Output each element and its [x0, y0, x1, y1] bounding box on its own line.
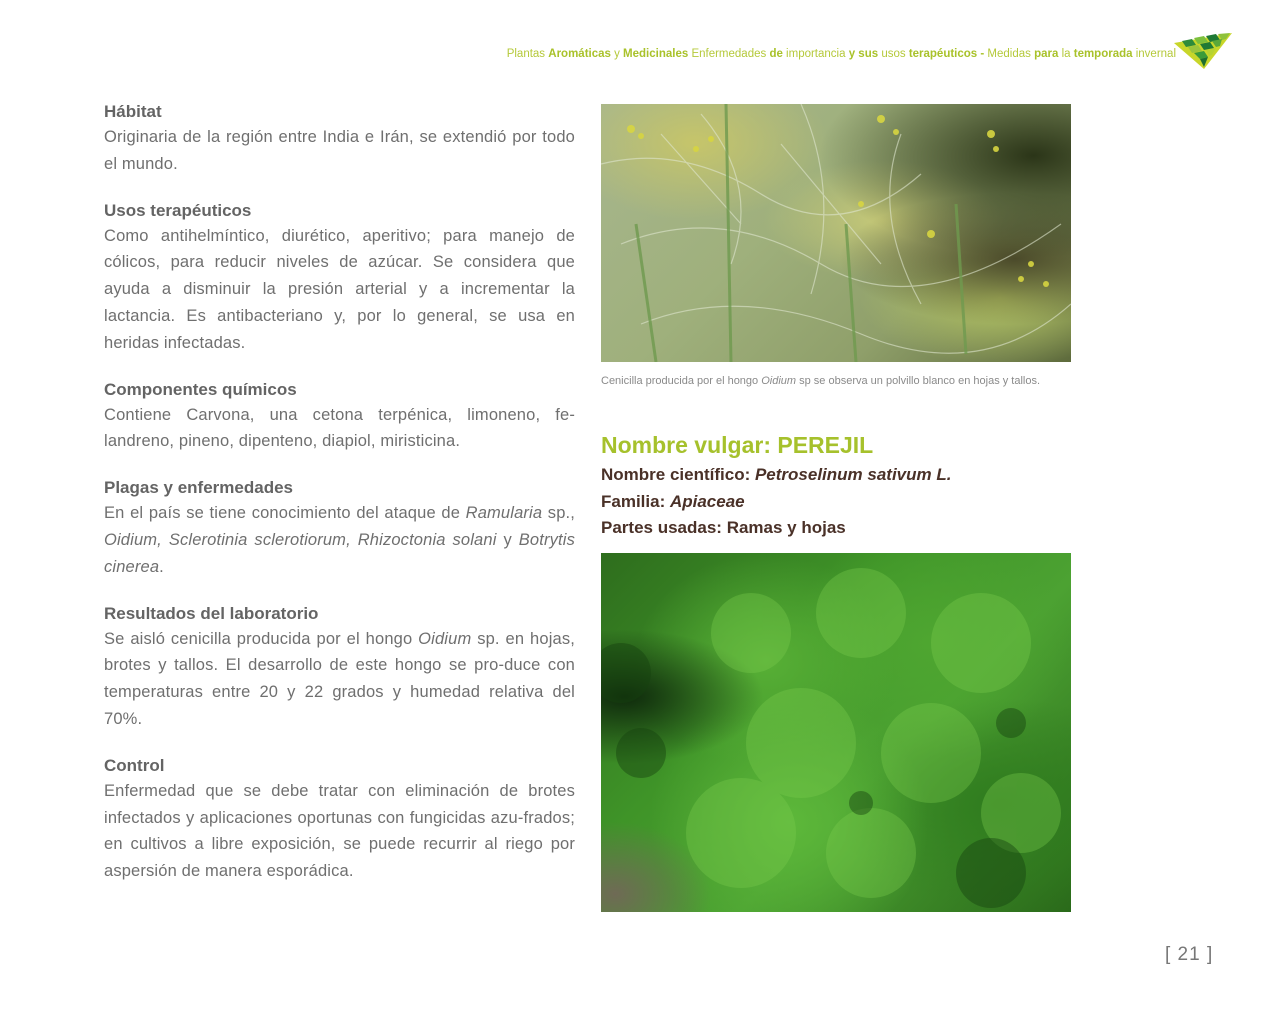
- section-habitat: [104, 100, 575, 178]
- section-heading: Control: [104, 755, 165, 775]
- section-heading: Hábitat: [104, 102, 162, 121]
- scientific-name: Nombre científico: Petroselinum sativum L.: [601, 465, 952, 484]
- section-body: Se aisló cenicilla producida por el hongo Oidium sp. en hojas, brotes y tallos. El desarrollo de este hongo se pro-duce con temperaturas entre 20 y 22 grados y humedad relativa del 70%.: [104, 629, 575, 728]
- section-body: Originaria de la región entre India e Irán, se extendió por todo el mundo.: [104, 128, 575, 173]
- section-heading: Plagas y enfermedades: [104, 478, 293, 498]
- parsley-plant-photo: [601, 553, 1071, 912]
- family: Familia: Apiaceae: [601, 491, 745, 511]
- plant-common-name: Nombre vulgar: PEREJIL: [601, 432, 874, 458]
- running-header: Plantas Aromáticas y Medicinales Enfermedades de importancia y sus usos terapéuticos - Medidas para la temporada invernal: [506, 48, 1176, 60]
- section-body: Como antihelmíntico, diurético, aperitivo; para manejo de cólicos, para reducir niveles de azúcar. Se considera que ayuda a disminuir la presión arterial y a incrementar la lactancia. Es antibacteriano y, por lo general, se usa en heridas infectadas.: [104, 226, 575, 352]
- parts-used: Partes usadas: Ramas y hojas: [601, 518, 846, 537]
- section-body: Contiene Carvona, una cetona terpénica, limoneno, fe-landreno, pineno, dipenteno, diapiol, miristicina.: [104, 405, 575, 451]
- left-column: [104, 100, 575, 906]
- section-usos-terapeuticos: [104, 199, 575, 357]
- section-resultados-laboratorio: [104, 602, 575, 733]
- section-heading: Resultados del laboratorio: [104, 603, 319, 623]
- page-number: [ 21 ]: [1165, 944, 1214, 965]
- section-componentes-quimicos: [104, 378, 575, 456]
- dill-plant-photo: [601, 104, 1071, 362]
- photo-caption: Cenicilla producida por el hongo Oidium sp se observa un polvillo blanco en hojas y tallos.: [601, 375, 1041, 387]
- section-control: [104, 754, 575, 885]
- section-heading: Componentes químicos: [104, 379, 297, 399]
- section-body: Enfermedad que se debe tratar con eliminación de brotes infectados y aplicaciones oportunas con fungicidas azu-frados; en cultivos a libre exposición, se puede recurrir al riego por aspersión de manera esporádica.: [104, 781, 575, 881]
- plant-details: [601, 462, 951, 542]
- section-plagas-enfermedades: [104, 476, 575, 580]
- section-body: En el país se tiene conocimiento del ataque de Ramularia sp., Oidium, Sclerotinia sclerotiorum, Rhizoctonia solani y Botrytis cinerea.: [104, 504, 575, 576]
- section-heading: Usos terapéuticos: [104, 200, 252, 220]
- green-diamond-mosaic-logo-icon: [1174, 33, 1232, 69]
